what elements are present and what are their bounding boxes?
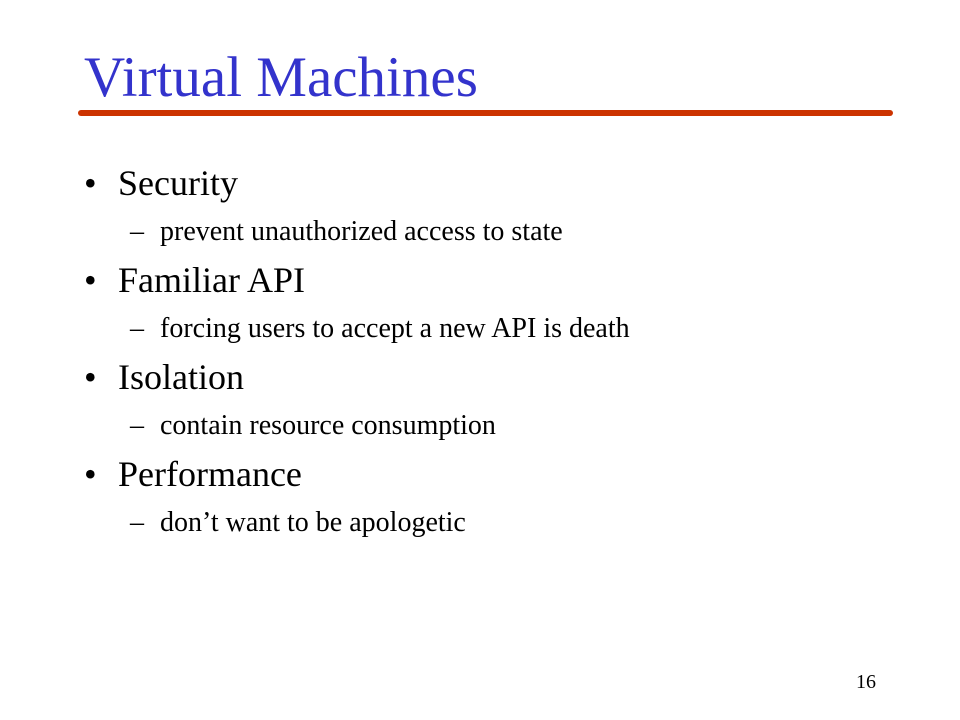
sub-point-isolation: contain resource consumption <box>160 410 496 441</box>
dash-icon: – <box>130 216 144 247</box>
title-underline <box>78 110 893 116</box>
sub-point-performance: don’t want to be apologetic <box>160 507 466 538</box>
dash-icon: – <box>130 313 144 344</box>
bullet-row <box>84 449 904 499</box>
bullet-row <box>84 158 904 208</box>
bullet-icon: • <box>84 260 97 300</box>
bullet-icon: • <box>84 357 97 397</box>
sub-row <box>84 402 904 449</box>
list-item <box>84 255 904 352</box>
bullet-heading-familiar-api: Familiar API <box>118 260 305 300</box>
slide-title: Virtual Machines <box>84 46 478 109</box>
sub-row <box>84 499 904 546</box>
sub-row <box>84 305 904 352</box>
bullet-row <box>84 255 904 305</box>
page-number: 16 <box>856 671 876 693</box>
bullet-row <box>84 352 904 402</box>
bullet-icon: • <box>84 163 97 203</box>
bullet-icon: • <box>84 454 97 494</box>
sub-row <box>84 208 904 255</box>
list-item <box>84 352 904 449</box>
sub-point-familiar-api: forcing users to accept a new API is death <box>160 313 630 344</box>
bullet-heading-performance: Performance <box>118 454 302 494</box>
dash-icon: – <box>130 410 144 441</box>
list-item <box>84 449 904 546</box>
dash-icon: – <box>130 507 144 538</box>
bullet-list <box>84 158 904 546</box>
bullet-heading-security: Security <box>118 163 238 203</box>
list-item <box>84 158 904 255</box>
sub-point-security: prevent unauthorized access to state <box>160 216 563 247</box>
bullet-heading-isolation: Isolation <box>118 357 244 397</box>
